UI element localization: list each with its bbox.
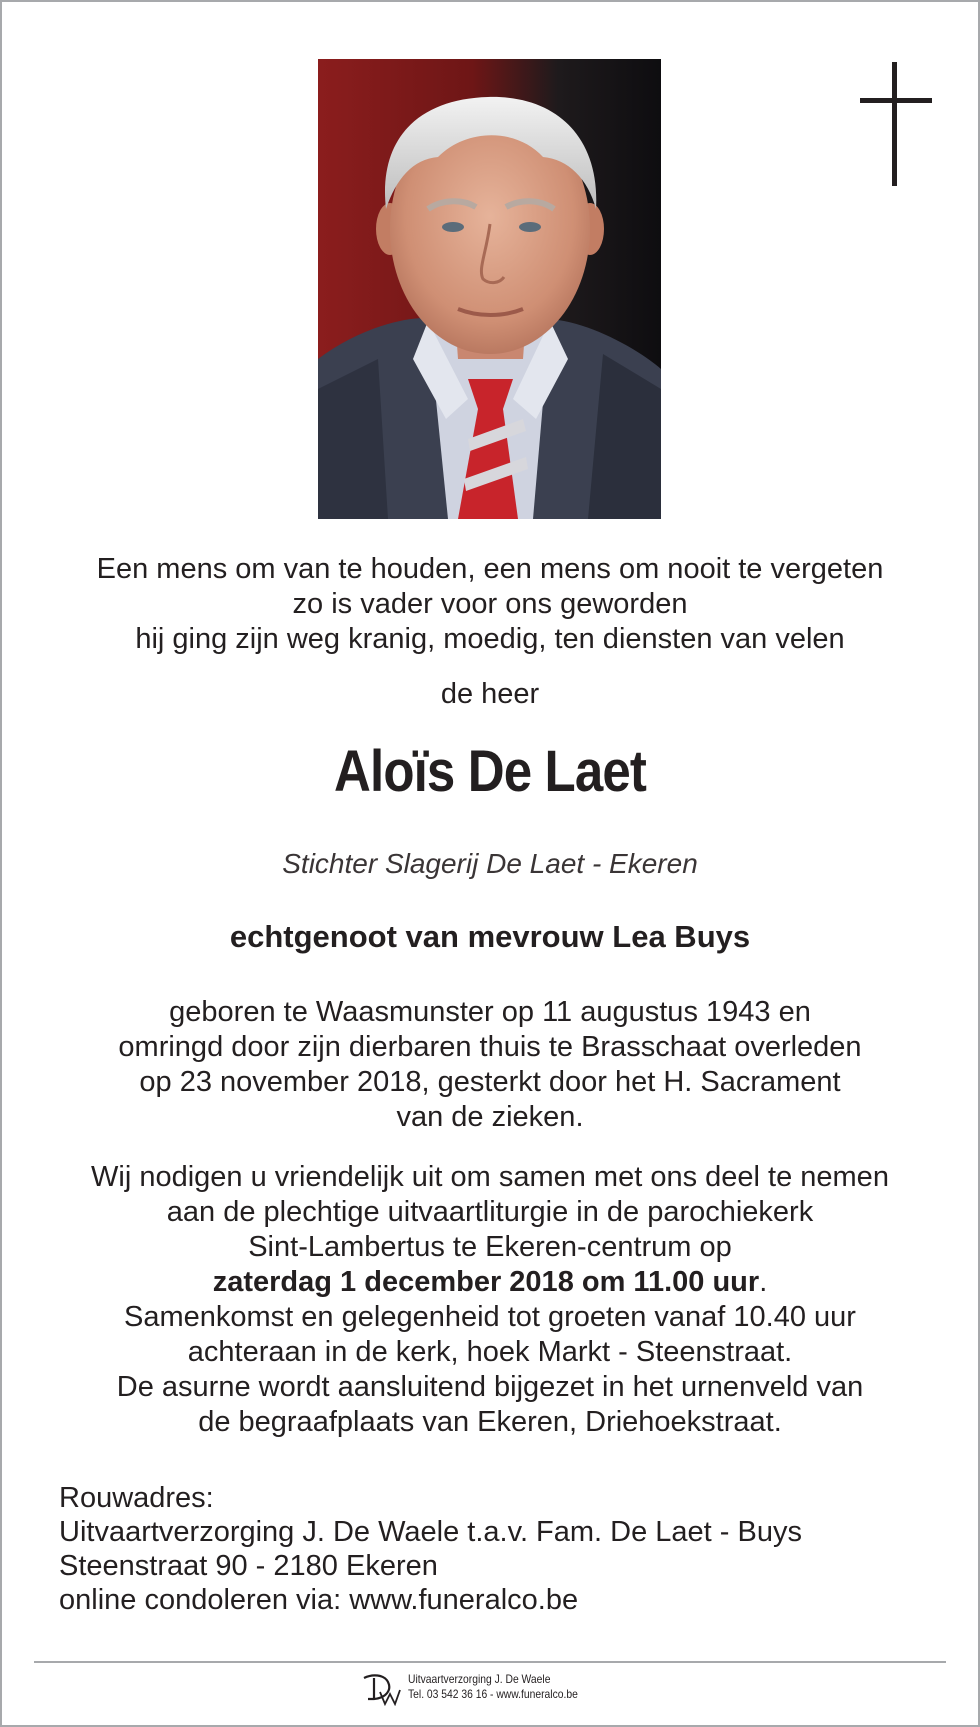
invite-line: Samenkomst en gelegenheid tot groeten vanaf 10.40 uur — [124, 1301, 856, 1333]
funeral-home-logo-icon — [360, 1672, 402, 1706]
bio-line: op 23 november 2018, gesterkt door het H. Sacrament — [139, 1066, 841, 1098]
condolence-link[interactable]: online condoleren via: www.funeralco.be — [59, 1584, 579, 1616]
invitation — [0, 1160, 980, 1440]
invite-line: aan de plechtige uitvaartliturgie in de parochiekerk — [166, 1196, 814, 1228]
invite-line: Wij nodigen u vriendelijk uit om samen met ons deel te nemen — [91, 1161, 889, 1193]
footer-contact: Tel. 03 542 36 16 - www.funeralco.be — [408, 1687, 578, 1701]
mourning-address — [59, 1481, 939, 1617]
address-heading: Rouwadres: — [59, 1482, 214, 1514]
bio-line: van de zieken. — [396, 1101, 584, 1133]
cross-icon — [860, 62, 932, 186]
occupation-subtitle: Stichter Slagerij De Laet - Ekeren — [282, 848, 698, 879]
footer — [360, 1670, 680, 1710]
verse-line: Een mens om van te houden, een mens om nooit te vergeten — [96, 553, 884, 585]
bio-line: omringd door zijn dierbaren thuis te Brasschaat overleden — [118, 1031, 862, 1063]
footer-text — [408, 1672, 578, 1702]
verse-line: hij ging zijn weg kranig, moedig, ten diensten van velen — [135, 623, 845, 655]
biography — [0, 995, 980, 1135]
verse — [0, 552, 980, 657]
footer-divider — [34, 1661, 946, 1663]
service-date-suffix: . — [759, 1266, 768, 1298]
address-line: Uitvaartverzorging J. De Waele t.a.v. Fam. De Laet - Buys — [59, 1516, 802, 1548]
spouse-line: echtgenoot van mevrouw Lea Buys — [229, 919, 751, 954]
footer-company: Uitvaartverzorging J. De Waele — [408, 1672, 551, 1686]
bio-line: geboren te Waasmunster op 11 augustus 1943 en — [169, 996, 811, 1028]
deceased-name: Aloïs De Laet — [334, 739, 646, 804]
address-line: Steenstraat 90 - 2180 Ekeren — [59, 1550, 438, 1582]
invite-line: De asurne wordt aansluitend bijgezet in het urnenveld van — [116, 1371, 864, 1403]
invite-line: de begraafplaats van Ekeren, Driehoekstraat. — [198, 1406, 782, 1438]
service-date: zaterdag 1 december 2018 om 11.00 uur — [212, 1266, 760, 1298]
invite-line: achteraan in de kerk, hoek Markt - Steenstraat. — [187, 1336, 793, 1368]
invite-line: Sint-Lambertus te Ekeren-centrum op — [248, 1231, 732, 1263]
service-date-line — [0, 1265, 980, 1300]
verse-line: zo is vader voor ons geworden — [292, 588, 688, 620]
title-prefix: de heer — [440, 678, 540, 710]
portrait-photo — [318, 59, 661, 519]
